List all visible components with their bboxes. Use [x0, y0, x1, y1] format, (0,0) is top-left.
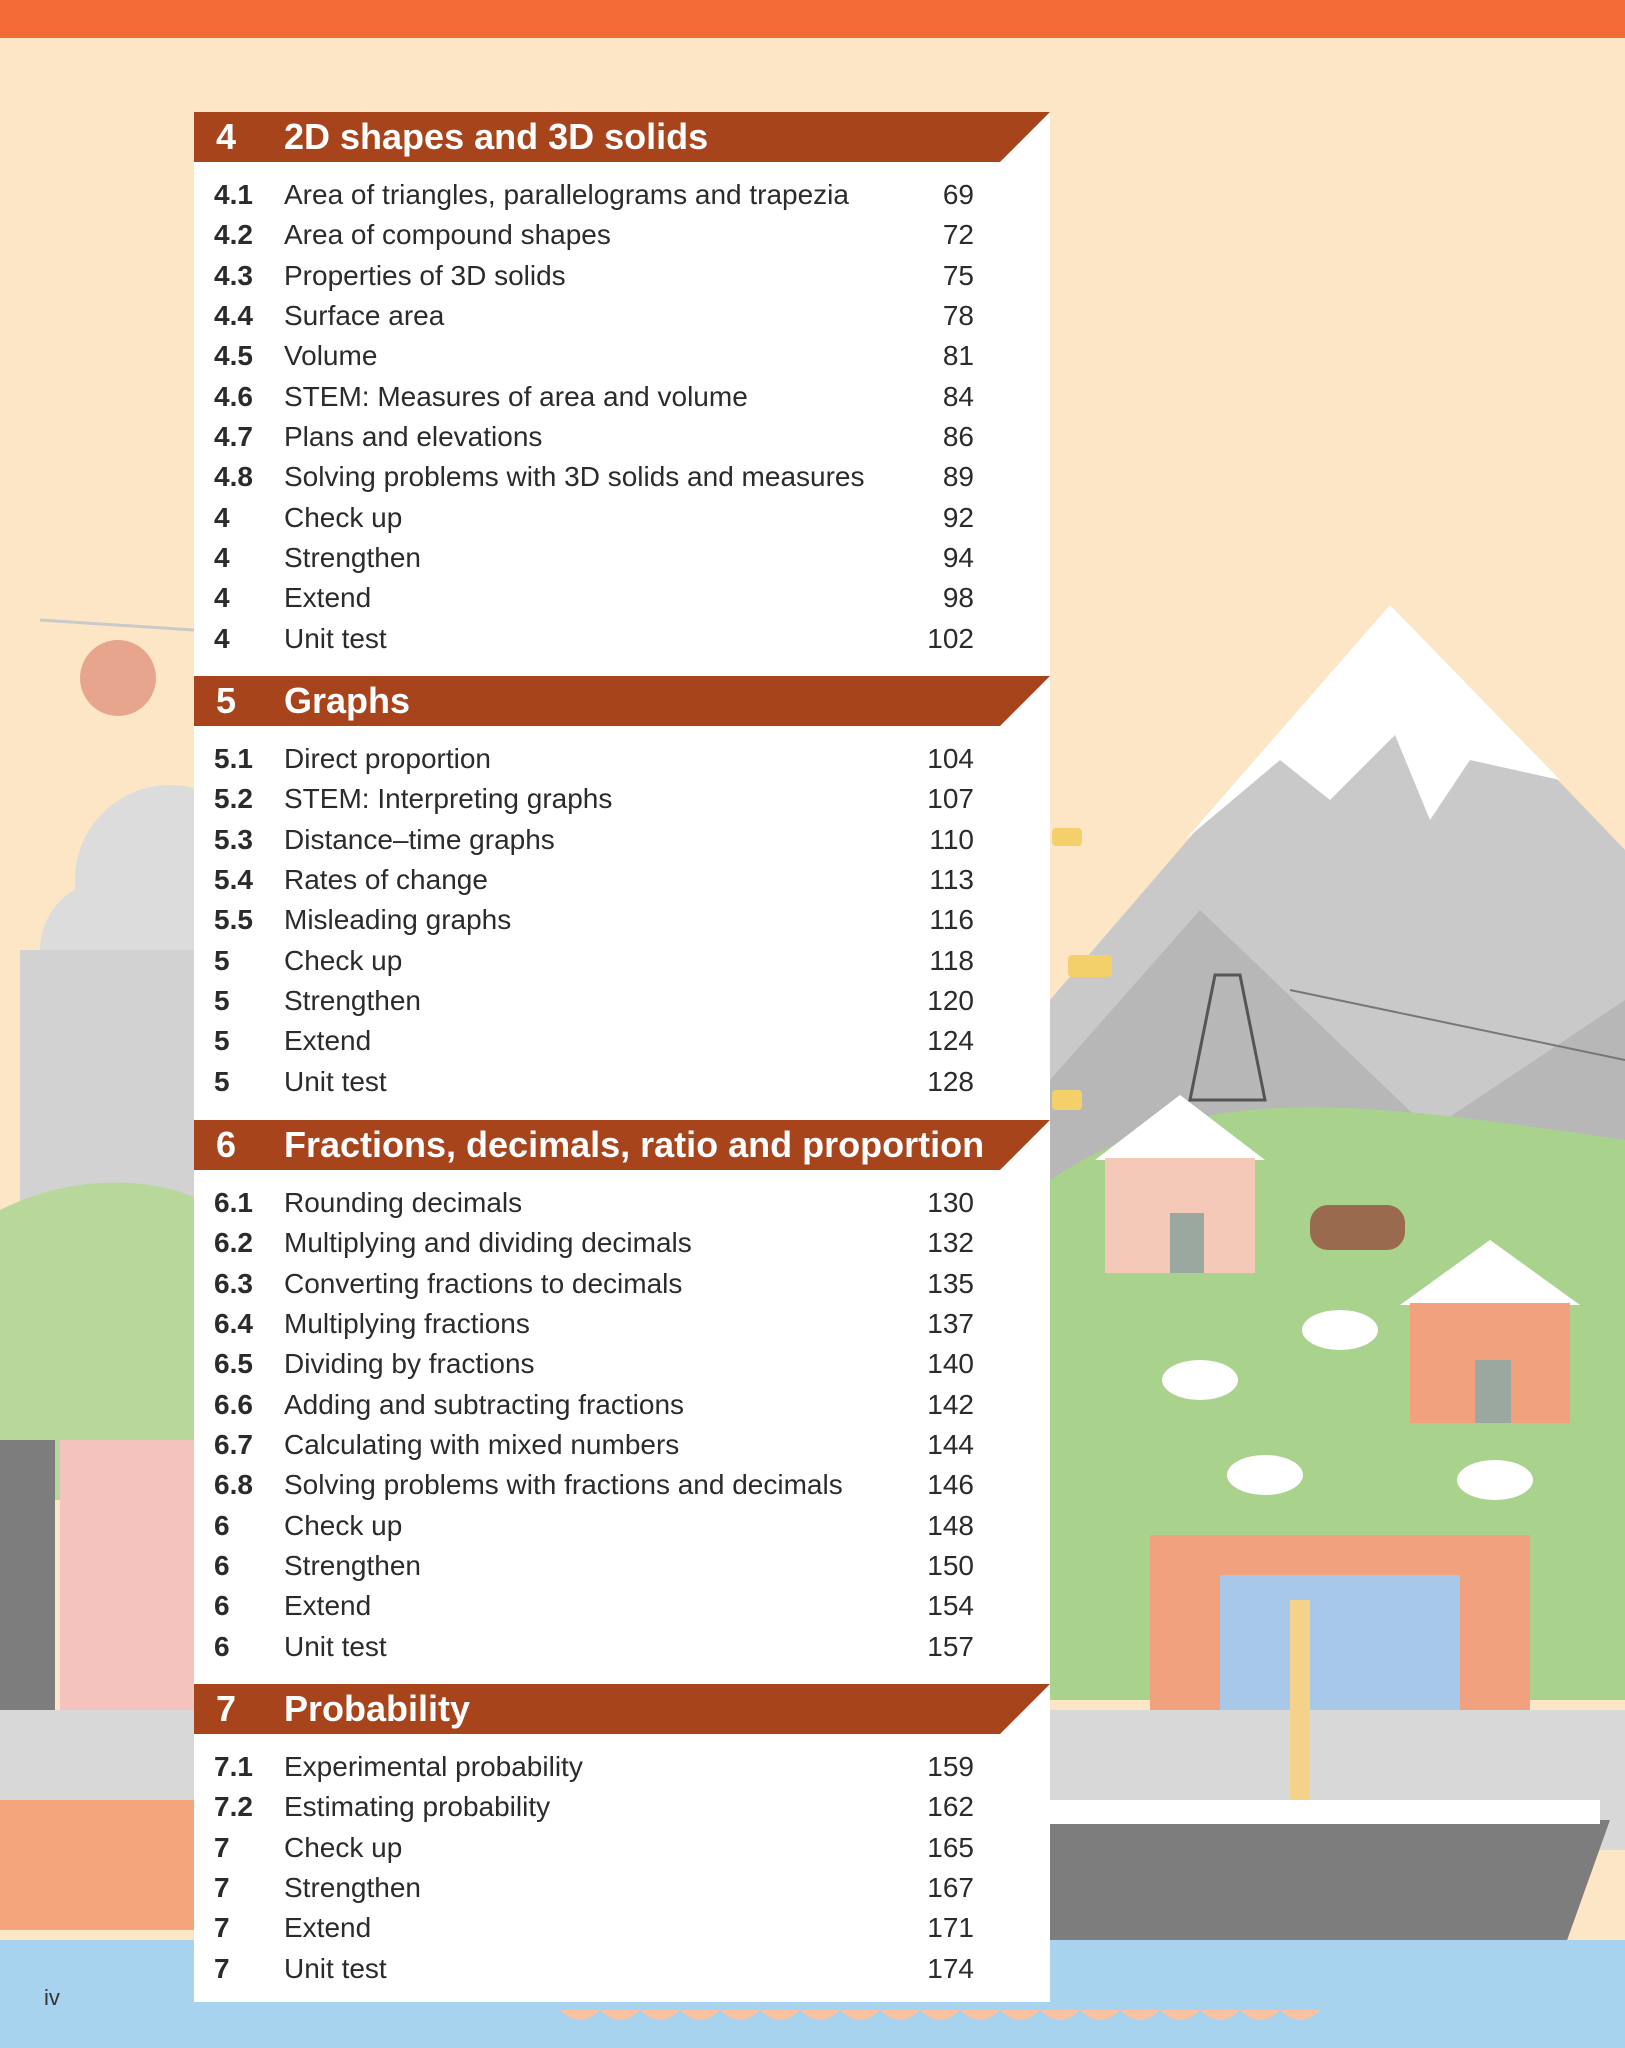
unit-section — [194, 676, 1050, 1102]
toc-row[interactable] — [194, 498, 1050, 538]
section-number: 5.1 — [214, 743, 253, 774]
unit-number: 7 — [216, 1688, 237, 1729]
helicopter — [80, 640, 156, 716]
unit-header — [194, 1120, 1050, 1170]
page-number-ref: 140 — [927, 1348, 974, 1380]
sheep — [1162, 1360, 1238, 1400]
page-number-ref: 137 — [927, 1308, 974, 1340]
section-title: Direct proportion — [284, 743, 491, 774]
section-number: 4 — [214, 501, 230, 533]
section-title: Dividing by fractions — [284, 1348, 535, 1380]
house-door — [1475, 1360, 1511, 1423]
toc-row[interactable] — [194, 1183, 1050, 1223]
page-number-ref: 142 — [927, 1388, 974, 1420]
section-title: Strengthen — [284, 1550, 421, 1582]
sheep — [1227, 1455, 1303, 1495]
section-number: 7 — [214, 1831, 230, 1863]
unit-number: 5 — [216, 680, 237, 721]
warehouse-door — [1220, 1575, 1460, 1725]
section-number: 4.2 — [214, 219, 253, 251]
section-title: Area of triangles, parallelograms and trapezia — [284, 179, 849, 210]
house-door — [1170, 1213, 1204, 1273]
section-title: Estimating probability — [284, 1791, 551, 1823]
section-number: 5 — [214, 985, 230, 1017]
unit-title: Graphs — [284, 680, 411, 721]
section-title: Check up — [284, 1831, 403, 1863]
section-title: Extend — [284, 1912, 372, 1944]
section-title: Unit test — [284, 1630, 387, 1662]
section-title: Area of compound shapes — [284, 219, 611, 251]
section-number: 4.4 — [214, 300, 253, 332]
toc-row[interactable] — [194, 336, 1050, 376]
section-number: 6 — [214, 1630, 230, 1662]
toc-row[interactable] — [194, 779, 1050, 819]
section-title: Experimental probability — [284, 1751, 583, 1782]
toc-row[interactable] — [194, 1627, 1050, 1667]
section-number: 5.5 — [214, 904, 253, 936]
page-number-ref: 162 — [927, 1791, 974, 1823]
page-number-ref: 157 — [927, 1630, 974, 1662]
building — [0, 1440, 55, 1710]
section-title: Volume — [284, 340, 378, 372]
toc-row[interactable] — [194, 820, 1050, 860]
page-number-ref: 113 — [929, 864, 974, 896]
section-title: Unit test — [284, 1952, 387, 1984]
toc-row[interactable] — [194, 619, 1050, 659]
section-title: Converting fractions to decimals — [284, 1267, 683, 1299]
helicopter-rotor — [40, 620, 194, 630]
section-title: Multiplying and dividing decimals — [284, 1227, 692, 1259]
section-number: 4 — [214, 582, 230, 614]
section-number: 6.3 — [214, 1267, 253, 1299]
section-number: 7 — [214, 1872, 230, 1904]
toc-row[interactable] — [194, 1344, 1050, 1384]
section-number: 6.2 — [214, 1227, 253, 1259]
sheep — [1302, 1310, 1378, 1350]
section-title: Extend — [284, 1590, 372, 1622]
page-number-ref: 124 — [927, 1025, 974, 1057]
toc-row[interactable] — [194, 538, 1050, 578]
toc-row[interactable] — [194, 1908, 1050, 1948]
unit-header — [194, 676, 1050, 726]
page-number-ref: 86 — [942, 421, 974, 453]
unit-rows — [194, 726, 1050, 1102]
section-number: 6.6 — [214, 1388, 253, 1420]
unit-rows — [194, 1170, 1050, 1667]
section-number: 4.1 — [214, 179, 253, 210]
page-number-ref: 84 — [942, 380, 974, 412]
toc-row[interactable] — [194, 1828, 1050, 1868]
page-number-ref: 135 — [927, 1267, 974, 1299]
page-number-ref: 102 — [927, 622, 974, 654]
page-number-ref: 116 — [929, 904, 974, 936]
page-number-ref: 165 — [927, 1831, 974, 1863]
toc-row[interactable] — [194, 377, 1050, 417]
section-number: 7.2 — [214, 1791, 253, 1823]
section-number: 4.3 — [214, 259, 253, 291]
section-number: 5 — [214, 1065, 230, 1097]
toc-row[interactable] — [194, 296, 1050, 336]
unit-number: 4 — [216, 116, 237, 157]
unit-rows — [194, 1734, 1050, 1989]
page-number-ref: 92 — [942, 501, 974, 533]
section-title: Calculating with mixed numbers — [284, 1429, 680, 1461]
building — [60, 1440, 194, 1710]
page-number-ref: 107 — [927, 783, 974, 815]
unit-title: Probability — [284, 1688, 471, 1729]
section-number: 5 — [214, 1025, 230, 1057]
page-number-ref: 72 — [942, 219, 974, 251]
unit-header — [194, 112, 1050, 162]
unit-number: 6 — [216, 1124, 237, 1165]
section-title: Multiplying fractions — [284, 1308, 530, 1340]
section-title: Check up — [284, 1509, 403, 1541]
section-number: 5.2 — [214, 783, 253, 815]
ferris-cabin — [1068, 955, 1112, 977]
section-title: Extend — [284, 582, 372, 614]
section-number: 6.5 — [214, 1348, 253, 1380]
section-number: 6.1 — [214, 1187, 253, 1218]
toc-row[interactable] — [194, 1385, 1050, 1425]
page-number-ref: 146 — [927, 1469, 974, 1501]
sheep — [1457, 1460, 1533, 1500]
section-title: Misleading graphs — [284, 904, 512, 936]
section-title: STEM: Interpreting graphs — [284, 783, 613, 815]
section-number: 4.8 — [214, 461, 253, 493]
page-number: iv — [44, 1985, 60, 2010]
section-title: Unit test — [284, 622, 387, 654]
page-number-ref: 174 — [927, 1952, 974, 1984]
section-number: 6.4 — [214, 1308, 253, 1340]
ship-hull — [1000, 1820, 1610, 1960]
page-number-ref: 150 — [927, 1550, 974, 1582]
toc-row[interactable] — [194, 1304, 1050, 1344]
section-number: 4 — [214, 622, 230, 654]
unit-title: 2D shapes and 3D solids — [284, 116, 709, 157]
page-number-ref: 167 — [927, 1872, 974, 1904]
section-title: Surface area — [284, 300, 445, 332]
page-number-ref: 120 — [927, 985, 974, 1017]
toc-row[interactable] — [194, 860, 1050, 900]
page-number-ref: 75 — [942, 259, 974, 291]
toc-row[interactable] — [194, 1586, 1050, 1626]
page-number-ref: 154 — [927, 1590, 974, 1622]
section-title: Strengthen — [284, 1872, 421, 1904]
toc-row[interactable] — [194, 1425, 1050, 1465]
unit-rows — [194, 162, 1050, 659]
page-number-ref: 130 — [927, 1187, 974, 1218]
page-number-ref: 128 — [927, 1065, 974, 1097]
toc-row[interactable] — [194, 900, 1050, 940]
section-title: Check up — [284, 501, 403, 533]
section-title: STEM: Measures of area and volume — [284, 380, 748, 412]
section-title: Solving problems with 3D solids and measures — [284, 461, 865, 493]
page-number-ref: 132 — [927, 1227, 974, 1259]
section-number: 7 — [214, 1952, 230, 1984]
section-number: 5 — [214, 944, 230, 976]
section-number: 6.7 — [214, 1429, 253, 1461]
section-title: Extend — [284, 1025, 372, 1057]
toc-row[interactable] — [194, 457, 1050, 497]
table-of-contents — [194, 112, 1050, 2002]
toc-row[interactable] — [194, 1021, 1050, 1061]
toc-row[interactable] — [194, 1223, 1050, 1263]
toc-row[interactable] — [194, 941, 1050, 981]
page-number-ref: 171 — [927, 1912, 974, 1944]
ship-deck — [1000, 1800, 1600, 1824]
unit-header — [194, 1684, 1050, 1734]
toc-row[interactable] — [194, 256, 1050, 296]
toc-row[interactable] — [194, 1506, 1050, 1546]
section-number: 6 — [214, 1509, 230, 1541]
section-title: Rates of change — [284, 864, 488, 896]
toc-row[interactable] — [194, 1465, 1050, 1505]
ferris-cabin — [1052, 1090, 1082, 1110]
section-number: 5.4 — [214, 864, 253, 896]
toc-row[interactable] — [194, 417, 1050, 457]
section-number: 6 — [214, 1550, 230, 1582]
unit-section — [194, 1120, 1050, 1667]
page-number-ref: 104 — [927, 743, 974, 774]
page-number-ref: 81 — [942, 340, 974, 372]
horse — [1310, 1205, 1405, 1250]
section-number: 6.8 — [214, 1469, 253, 1501]
boat — [0, 1800, 194, 1930]
toc-row[interactable] — [194, 1264, 1050, 1304]
section-number: 7.1 — [214, 1751, 253, 1782]
toc-row[interactable] — [194, 215, 1050, 255]
section-title: Strengthen — [284, 542, 421, 574]
page-number-ref: 148 — [927, 1509, 974, 1541]
section-number: 4.7 — [214, 421, 253, 453]
toc-row[interactable] — [194, 981, 1050, 1021]
unit-section — [194, 112, 1050, 659]
toc-row[interactable] — [194, 1546, 1050, 1586]
ferris-cabin — [1052, 828, 1082, 846]
toc-row[interactable] — [194, 1062, 1050, 1102]
section-number: 6 — [214, 1590, 230, 1622]
crane — [1290, 1600, 1310, 1800]
page-number-ref: 78 — [942, 300, 974, 332]
page-number-ref: 94 — [942, 542, 974, 574]
section-title: Distance–time graphs — [284, 823, 555, 855]
toc-row[interactable] — [194, 578, 1050, 618]
section-title: Adding and subtracting fractions — [284, 1388, 685, 1420]
section-title: Solving problems with fractions and decimals — [284, 1469, 843, 1501]
section-title: Rounding decimals — [284, 1187, 523, 1218]
toc-row[interactable] — [194, 1747, 1050, 1787]
section-number: 4.5 — [214, 340, 253, 372]
section-number: 4.6 — [214, 380, 253, 412]
page-number-ref: 144 — [927, 1429, 974, 1461]
section-title: Strengthen — [284, 985, 421, 1017]
section-title: Check up — [284, 944, 403, 976]
page-number-ref: 118 — [929, 944, 974, 976]
page-number-ref: 98 — [942, 582, 974, 614]
section-title: Plans and elevations — [284, 421, 543, 453]
toc-row[interactable] — [194, 175, 1050, 215]
section-number: 4 — [214, 542, 230, 574]
toc-row[interactable] — [194, 739, 1050, 779]
section-title: Properties of 3D solids — [284, 259, 566, 291]
page-number-ref: 110 — [929, 823, 974, 855]
toc-row[interactable] — [194, 1787, 1050, 1827]
page-number-ref: 89 — [942, 461, 974, 493]
page-number-ref: 159 — [927, 1751, 974, 1782]
section-title: Unit test — [284, 1065, 387, 1097]
toc-row[interactable] — [194, 1868, 1050, 1908]
page-number-ref: 69 — [942, 179, 974, 210]
section-number: 7 — [214, 1912, 230, 1944]
unit-title: Fractions, decimals, ratio and proportion — [284, 1124, 985, 1165]
section-number: 5.3 — [214, 823, 253, 855]
unit-section — [194, 1684, 1050, 1989]
toc-row[interactable] — [194, 1949, 1050, 1989]
